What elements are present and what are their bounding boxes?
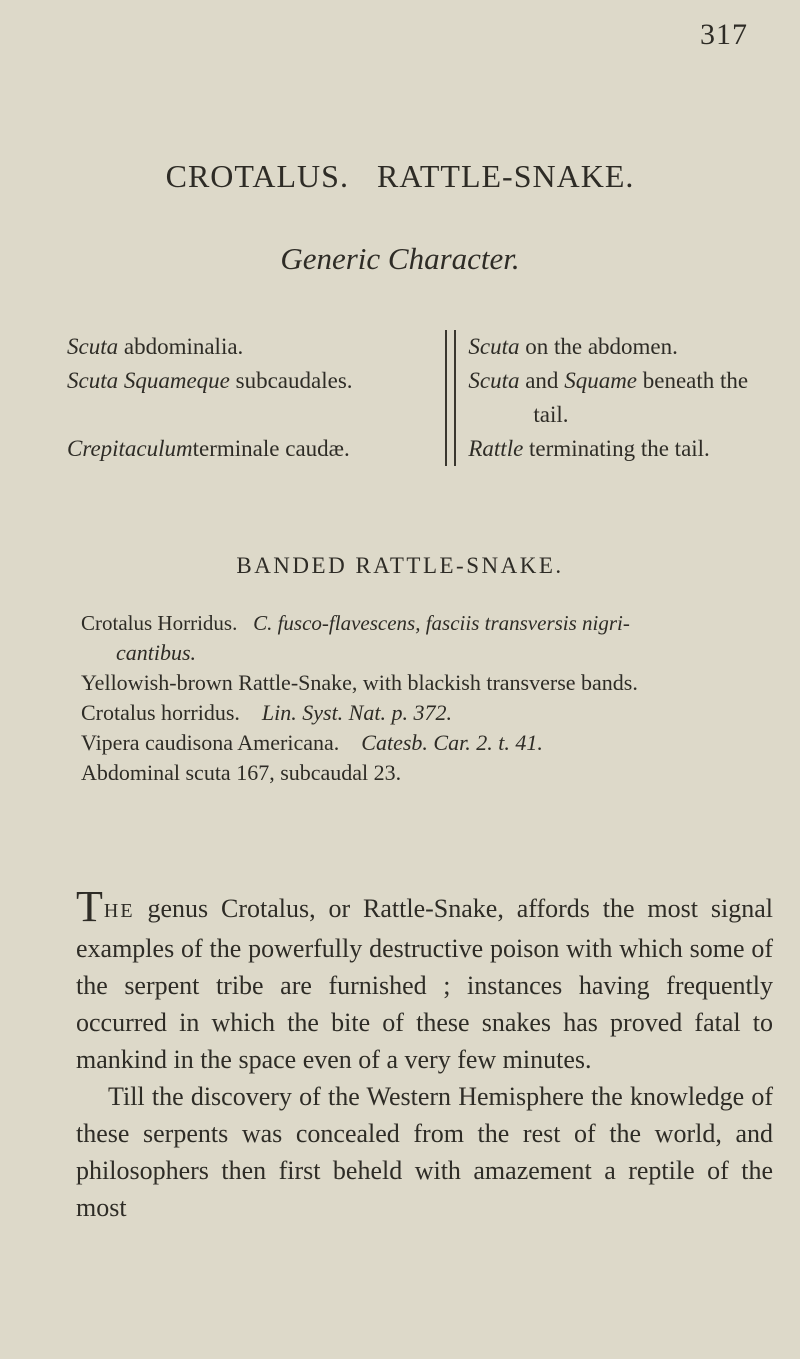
character-english: Scuta and Squame beneath the tail. <box>468 368 749 427</box>
column-divider <box>445 432 456 466</box>
character-row <box>67 330 787 364</box>
page-number: 317 <box>700 18 748 51</box>
paragraph: Till the discovery of the Western Hemisphere the knowledge of these serpents was concealed from the rest of the world, and philosophers then first beheld with amazement a reptile of the most <box>76 1082 773 1222</box>
page-title <box>0 158 800 195</box>
character-row <box>67 432 787 466</box>
synonym-line: Yellowish-brown Rattle-Snake, with blackish transverse bands. <box>81 670 638 695</box>
character-latin: Crepitaculumterminale caudæ. <box>67 436 350 461</box>
character-row <box>67 364 787 432</box>
synonym-line: Vipera caudisona Americana. Catesb. Car. 2. t. 41. <box>81 730 543 755</box>
generic-character-table <box>67 330 787 466</box>
column-divider <box>445 364 456 432</box>
synonym-line: Abdominal scuta 167, subcaudal 23. <box>81 760 402 785</box>
character-english: Rattle terminating the tail. <box>468 436 710 461</box>
species-heading: BANDED RATTLE-SNAKE. <box>236 553 564 578</box>
synonym-line: Crotalus horridus. Lin. Syst. Nat. p. 372. <box>81 700 452 725</box>
character-english: Scuta on the abdomen. <box>468 334 678 359</box>
drop-cap: T <box>76 882 103 931</box>
body-text <box>76 882 773 1226</box>
character-latin: Scuta abdominalia. <box>67 334 244 359</box>
column-divider <box>445 330 456 364</box>
generic-character-heading: Generic Character. <box>280 241 520 276</box>
title-english: RATTLE-SNAKE. <box>376 158 635 194</box>
paragraph: THE genus Crotalus, or Rattle-Snake, affords the most signal examples of the powerfully destructive poison with which some of the serpent tribe are furnished ; instances having frequently occurred in which the bite of these snakes has proved fatal to mankind in the space even of a very few minutes. <box>76 882 773 1074</box>
synonym-line: Crotalus Horridus. C. fusco-flavescens, fasciis transversis nigri- <box>81 611 630 635</box>
title-latin: CROTALUS. <box>165 158 349 194</box>
species-synonymy <box>81 608 771 788</box>
character-latin: Scuta Squameque subcaudales. <box>67 368 353 393</box>
synonym-line: cantibus. <box>116 640 197 665</box>
